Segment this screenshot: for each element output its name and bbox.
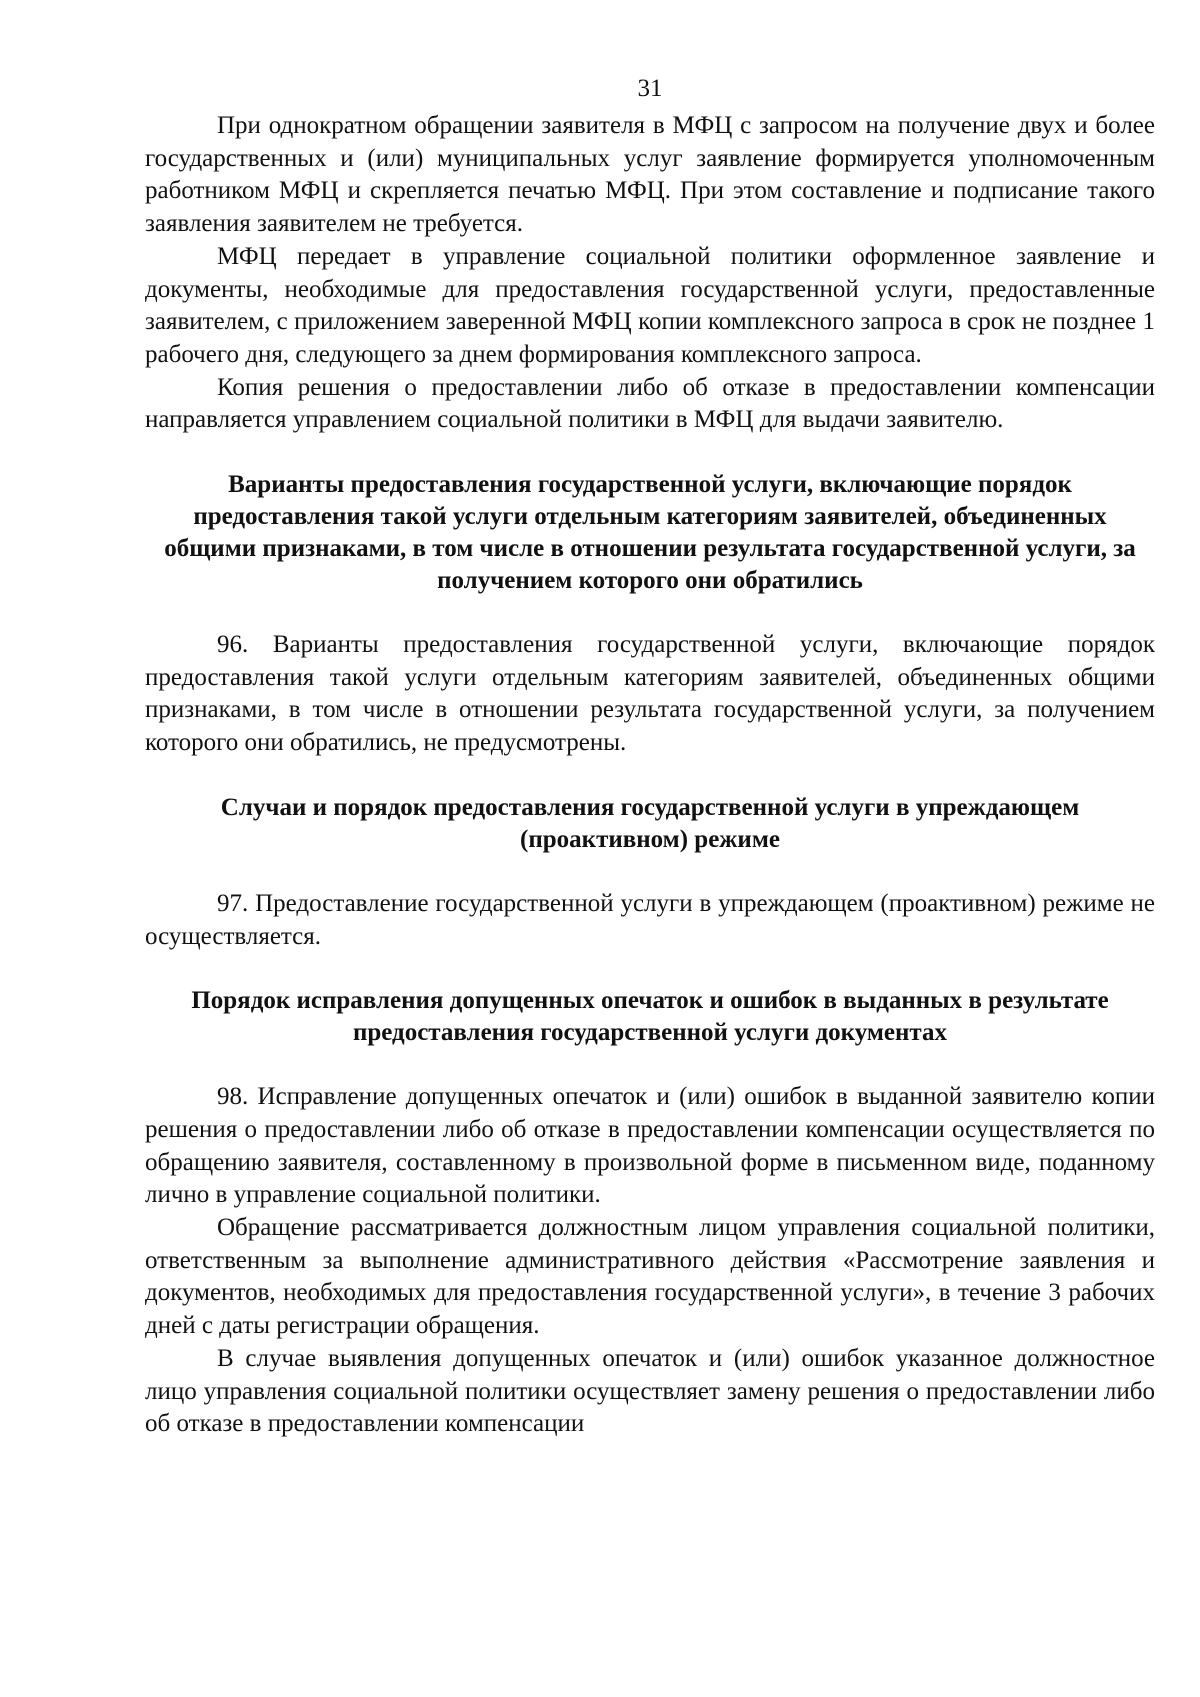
- spacer: [145, 437, 1155, 469]
- paragraph-decision-copy: Копия решения о предоставлении либо об отказе в предоставлении компенсации направляется управлением социальной политики в МФЦ для выдачи заявителю.: [145, 373, 1155, 434]
- spacer: [145, 1049, 1155, 1081]
- spacer: [145, 760, 1155, 792]
- paragraph-appeal-review: Обращение рассматривается должностным лицом управления социальной политики, ответственным за выполнение административного действия «Рассмотрение заявления и документов, необходимых для предоставления государственной услуги», в течение 3 рабочих дней с даты регистрации обращения.: [145, 1214, 1155, 1340]
- paragraph-96: 96. Варианты предоставления государственной услуги, включающие порядок предоставления такой услуги отдельным категориям заявителей, объединенных общими признаками, в том числе в отношении результата государственной услуги, за получением которого они обратились, не предусмотрены.: [145, 631, 1155, 757]
- heading-proactive-mode: Случаи и порядок предоставления государственной услуги в упреждающем (проактивном) режиме: [220, 793, 1080, 853]
- spacer: [145, 856, 1155, 888]
- paragraph-97: 97. Предоставление государственной услуги в упреждающем (проактивном) режиме не осуществляется.: [145, 889, 1155, 950]
- heading-error-correction: Порядок исправления допущенных опечаток и ошибок в выданных в результате предоставления государственной услуги документах: [191, 987, 1109, 1047]
- paragraph-mfc-transfer: МФЦ передает в управление социальной политики оформленное заявление и документы, необходимые для предоставления государственной услуги, предоставленные заявителем, с приложением заверенной МФЦ копии комплексного запроса в срок не позднее 1 рабочего дня, следующего за днем формирования комплексного запроса.: [145, 242, 1155, 368]
- paragraph-replacement: В случае выявления допущенных опечаток и (или) ошибок указанное должностное лицо управления социальной политики осуществляет замену решения о предоставлении либо об отказе в предоставлении компенсации: [145, 1344, 1155, 1438]
- heading-service-variants: Варианты предоставления государственной услуги, включающие порядок предоставления такой услуги отдельным категориям заявителей, объединенных общими признаками, в том числе в отношении результата государственной услуги, за получением которого они обратились: [164, 471, 1136, 595]
- spacer: [145, 953, 1155, 985]
- document-page: [145, 72, 1155, 1441]
- page-number: 31: [637, 75, 663, 102]
- paragraph-98: 98. Исправление допущенных опечаток и (или) ошибок в выданной заявителю копии решения о предоставлении либо об отказе в предоставлении компенсации осуществляется по обращению заявителя, составленному в произвольной форме в письменном виде, поданному лично в управление социальной политики.: [145, 1083, 1155, 1209]
- spacer: [145, 597, 1155, 629]
- paragraph-complex-request: При однократном обращении заявителя в МФЦ с запросом на получение двух и более государственных и (или) муниципальных услуг заявление формируется уполномоченным работником МФЦ и скрепляется печатью МФЦ. При этом составление и подписание такого заявления заявителем не требуется.: [145, 112, 1155, 238]
